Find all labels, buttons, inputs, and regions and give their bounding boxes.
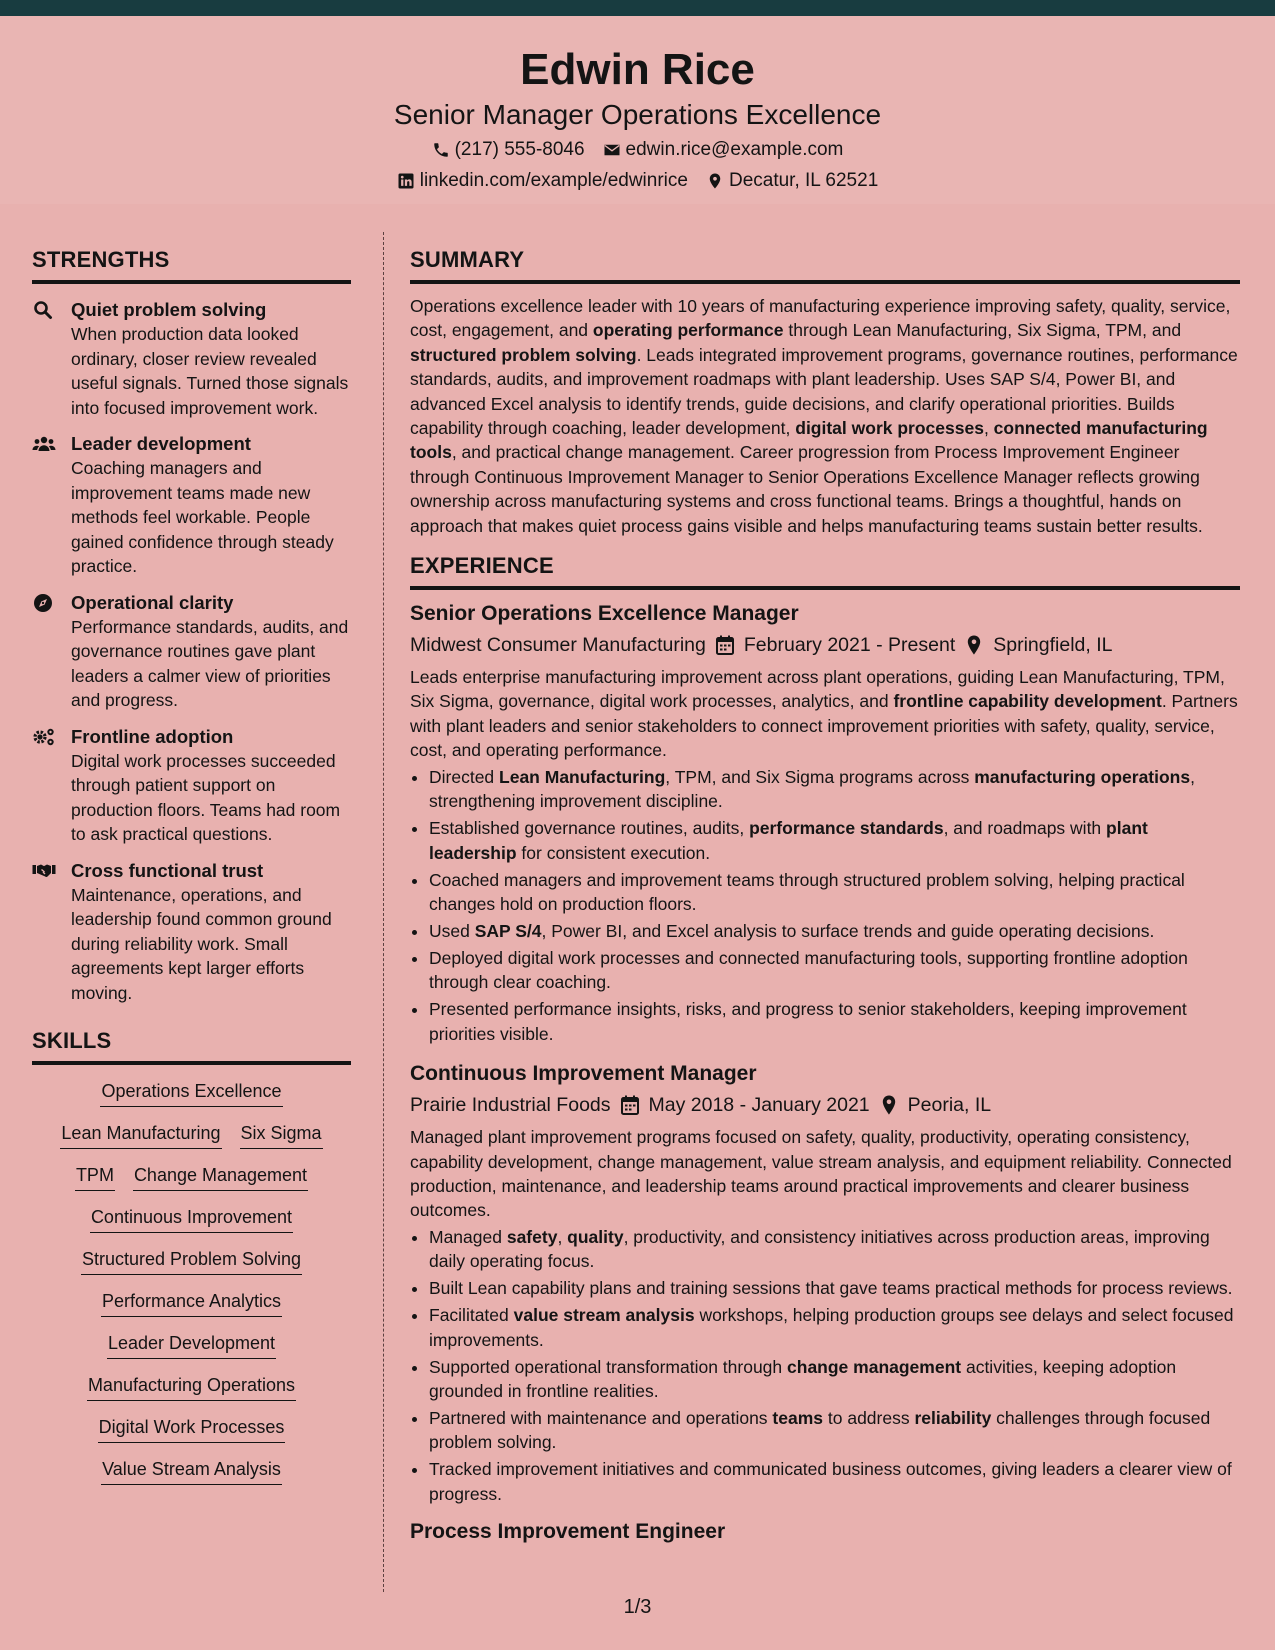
emphasis-text: connected manufacturing tools	[410, 418, 1208, 463]
left-column	[32, 246, 351, 1485]
emphasis-text: quality	[567, 1226, 624, 1247]
phone-contact	[432, 136, 585, 164]
candidate-title: Senior Manager Operations Excellence	[393, 99, 882, 130]
strength-desc: Performance standards, audits, and governance routines gave plant leaders a calmer view of priorities and progress.	[71, 616, 349, 710]
emphasis-text: teams	[772, 1407, 824, 1428]
strength-title: Quiet problem solving	[71, 299, 267, 320]
experience-heading: EXPERIENCE	[410, 552, 1240, 590]
job-title: Process Improvement Engineer	[410, 1520, 726, 1544]
emphasis-text: Lean Manufacturing	[499, 766, 666, 787]
skill-tag: Six Sigma	[240, 1121, 323, 1149]
skill-tag: Leader Development	[107, 1331, 276, 1359]
linkedin-contact[interactable]	[397, 167, 688, 195]
map-pin-icon	[965, 635, 983, 655]
job-location: Peoria, IL	[907, 1094, 992, 1117]
strength-title: Frontline adoption	[71, 725, 234, 747]
candidate-name: Edwin Rice	[520, 45, 755, 94]
location-text: Decatur, IL 62521	[728, 170, 879, 191]
email-text[interactable]: edwin.rice@example.com	[625, 139, 844, 160]
right-column	[410, 246, 1240, 1546]
job-meta	[410, 1091, 1240, 1119]
contact-row-2	[0, 167, 1275, 195]
strength-item	[32, 725, 351, 847]
linkedin-text[interactable]: linkedin.com/example/edwinrice	[419, 170, 688, 191]
emphasis-text: performance standards	[749, 818, 944, 839]
skill-tag: Manufacturing Operations	[87, 1373, 296, 1401]
envelope-icon	[603, 141, 621, 159]
job-description: Managed plant improvement programs focused on safety, quality, productivity, operating consistency, capability development, change management, value stream analysis, and equipment reliability. Connected production, maintenance, and leadership teams around practical improvements and clearer business outcomes.	[410, 1127, 1232, 1221]
strength-desc: Coaching managers and improvement teams made new methods feel workable. People gained confidence through steady practice.	[71, 458, 334, 576]
strength-desc: When production data looked ordinary, closer review revealed useful signals. Turned those signals into focused improvement work.	[71, 324, 349, 418]
strength-title: Operational clarity	[71, 591, 234, 613]
users-icon	[32, 434, 56, 454]
page-number: 1/3	[623, 1596, 652, 1618]
bullet-item: • Partnered with maintenance and operations teams to address reliability challenges through focused problem solving.	[429, 1406, 1240, 1455]
bullet-item: • Used SAP S/4, Power BI, and Excel analysis to surface trends and guide operating decisions.	[429, 919, 1240, 943]
skill-tag: Change Management	[133, 1163, 308, 1191]
job-entry	[410, 1060, 1240, 1506]
gears-icon	[32, 727, 56, 747]
job-bullets	[410, 765, 1240, 1046]
skills-list	[32, 1079, 351, 1485]
emphasis-text: change management	[787, 1356, 962, 1377]
column-divider	[383, 232, 384, 1592]
skill-tag: Performance Analytics	[101, 1289, 282, 1317]
search-icon	[32, 300, 56, 320]
bullet-item: • Tracked improvement initiatives and communicated business outcomes, giving leaders a clearer view of progress.	[429, 1457, 1240, 1506]
email-contact[interactable]	[603, 136, 844, 164]
strength-item	[32, 591, 351, 713]
company-name: Midwest Consumer Manufacturing	[410, 634, 706, 657]
bullet-item: • Coached managers and improvement teams through structured problem solving, helping practical changes hold on production floors.	[429, 868, 1240, 917]
job-bullets	[410, 1225, 1240, 1506]
strength-title: Cross functional trust	[71, 859, 264, 881]
emphasis-text: structured problem solving	[410, 344, 637, 365]
calendar-icon	[621, 1095, 639, 1115]
linkedin-icon	[397, 172, 415, 190]
skills-heading: SKILLS	[32, 1027, 351, 1065]
job-entry	[410, 1518, 1240, 1546]
job-title: Senior Operations Excellence Manager	[410, 602, 799, 626]
job-dates: May 2018 - January 2021	[648, 1094, 870, 1117]
skill-tag: Lean Manufacturing	[60, 1121, 221, 1149]
emphasis-text: value stream analysis	[513, 1305, 695, 1326]
strength-desc: Maintenance, operations, and leadership found common ground during reliability work. Small agreements kept larger efforts moving.	[71, 884, 332, 1003]
emphasis-text: SAP S/4	[474, 920, 542, 941]
skill-tag: TPM	[75, 1163, 115, 1191]
job-meta	[410, 631, 1240, 659]
job-dates: February 2021 - Present	[743, 634, 956, 657]
skill-tag: Value Stream Analysis	[101, 1457, 282, 1485]
bullet-item: • Facilitated value stream analysis workshops, helping production groups see delays and select focused improvements.	[429, 1303, 1240, 1352]
strength-desc: Digital work processes succeeded through patient support on production floors. Teams had room to ask practical questions.	[71, 750, 341, 844]
summary-heading: SUMMARY	[410, 246, 1240, 284]
top-accent-bar	[0, 0, 1275, 16]
emphasis-text: operating performance	[592, 320, 784, 341]
compass-icon	[32, 593, 56, 613]
phone-text: (217) 555-8046	[454, 139, 585, 160]
emphasis-text: plant leadership	[429, 818, 1148, 863]
emphasis-text: digital work processes	[795, 418, 984, 439]
map-pin-icon	[880, 1095, 898, 1115]
job-title: Continuous Improvement Manager	[410, 1062, 757, 1086]
emphasis-text: frontline capability development	[893, 691, 1162, 712]
bullet-item: • Directed Lean Manufacturing, TPM, and Six Sigma programs across manufacturing operations, strengthening improvement discipline.	[429, 765, 1240, 814]
strength-item	[32, 859, 351, 1006]
strength-title: Leader development	[71, 433, 251, 454]
phone-icon	[432, 141, 450, 159]
job-entry	[410, 600, 1240, 1046]
handshake-icon	[32, 861, 56, 881]
job-location: Springfield, IL	[993, 634, 1113, 657]
map-pin-icon	[706, 172, 724, 190]
skill-tag: Operations Excellence	[100, 1079, 282, 1107]
skill-tag: Continuous Improvement	[90, 1205, 293, 1233]
bullet-item: • Managed safety, quality, productivity, and consistency initiatives across production areas, improving daily operating focus.	[429, 1225, 1240, 1274]
location-contact	[706, 167, 878, 195]
emphasis-text: reliability	[914, 1407, 992, 1428]
bullet-item: • Built Lean capability plans and training sessions that gave teams practical methods for process reviews.	[429, 1276, 1240, 1300]
summary-text: Operations excellence leader with 10 years of manufacturing experience improving safety, quality, service, cost, engagement, and operating performance through Lean Manufacturing, Six Sigma, TPM, and structured problem solving. Leads integrated improvement programs, governance routines, performance standards, audits, and improvement roadmaps with plant leadership. Uses SAP S/4, Power BI, and advanced Excel analysis to identify trends, guide decisions, and clarify operational priorities. Builds capability through coaching, leader development, digital work processes, connected manufacturing tools, and practical change management. Career progression from Process Improvement Engineer through Continuous Improvement Manager to Senior Operations Excellence Manager reflects growing ownership across manufacturing systems and cross functional teams. Brings a thoughtful, hands on approach that makes quiet process gains visible and helps manufacturing teams sustain better results.	[410, 296, 1238, 536]
bullet-item: • Presented performance insights, risks, and progress to senior stakeholders, keeping improvement priorities visible.	[429, 997, 1240, 1046]
bullet-item: • Established governance routines, audits, performance standards, and roadmaps with plant leadership for consistent execution.	[429, 816, 1240, 865]
calendar-icon	[716, 635, 734, 655]
contact-row-1	[0, 136, 1275, 164]
strengths-list	[32, 298, 351, 1005]
job-description: Leads enterprise manufacturing improvement across plant operations, guiding Lean Manufacturing, TPM, Six Sigma, governance, digital work processes, analytics, and frontline capability development. Partners with plant leaders and senior stakeholders to connect improvement priorities with safety, quality, service, cost, and operating performance.	[410, 667, 1238, 761]
bullet-item: • Supported operational transformation through change management activities, keeping adoption grounded in frontline realities.	[429, 1355, 1240, 1404]
company-name: Prairie Industrial Foods	[410, 1094, 611, 1117]
emphasis-text: manufacturing operations	[974, 766, 1191, 787]
skill-tag: Structured Problem Solving	[81, 1247, 302, 1275]
strength-item	[32, 298, 351, 420]
strengths-heading: STRENGTHS	[32, 246, 351, 284]
bullet-item: • Deployed digital work processes and connected manufacturing tools, supporting frontline adoption through clear coaching.	[429, 946, 1240, 995]
strength-item	[32, 432, 351, 579]
resume-header	[0, 16, 1275, 204]
skill-tag: Digital Work Processes	[98, 1415, 286, 1443]
emphasis-text: safety	[506, 1226, 558, 1247]
